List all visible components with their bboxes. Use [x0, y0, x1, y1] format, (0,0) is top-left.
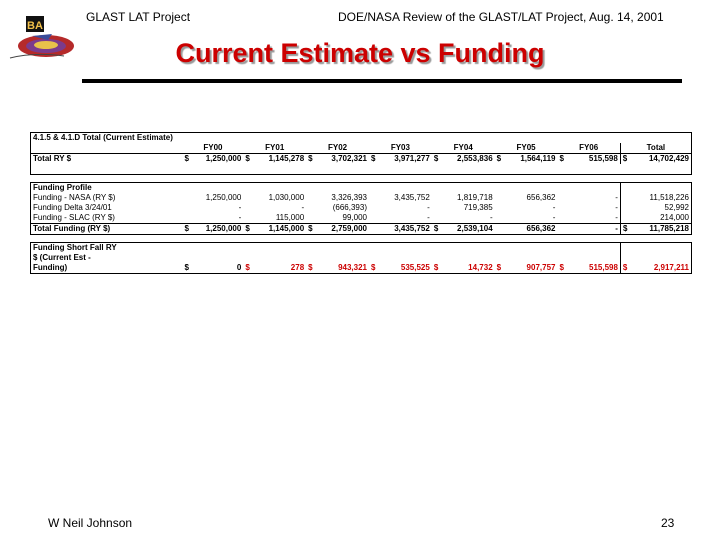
cell-value: 52,992 — [664, 203, 689, 212]
cell-value: - — [427, 203, 430, 212]
cell-value: 943,321 — [338, 263, 367, 272]
table-row — [31, 193, 692, 203]
cell-value: - — [489, 213, 493, 222]
shortfall-table — [30, 242, 692, 274]
table-row: Funding) $ 0 $ 278 $ 943,321 $ 535,525 $ 14,732 $ 907,757 $ 515,598 $ 2,917,211 — [31, 263, 692, 274]
cell-value: 1,145,000 — [255, 224, 306, 235]
cell-value: 214,000 — [660, 213, 689, 222]
cell-value: 3,435,752 — [381, 224, 432, 235]
cell-value: 1,250,000 — [205, 193, 242, 202]
col-header: FY03 — [390, 143, 410, 152]
cell-value: - — [615, 193, 618, 202]
table-title: Funding Profile — [33, 183, 92, 192]
col-header: FY01 — [265, 143, 285, 152]
cell-value: 11,785,218 — [633, 224, 692, 235]
cell-value: 3,435,752 — [394, 193, 430, 202]
cell-value: 2,539,104 — [444, 224, 495, 235]
cell-value: - — [615, 203, 618, 212]
cell-value: - — [570, 224, 621, 235]
cell-value: 3,971,277 — [381, 154, 432, 165]
cell-value: 11,518,226 — [649, 193, 689, 202]
cell-value: - — [552, 213, 556, 222]
cell-value: - — [552, 203, 556, 212]
project-header: GLAST LAT Project — [86, 10, 191, 24]
cell-value: 2,759,000 — [318, 224, 369, 235]
table-row: Total RY $ $ 1,250,000 $ 1,145,278 $ 3,702,321 $ 3,971,277 $ 2,553,836 $ 1,564,119 $ 515,598 $ 14,702,429 — [31, 154, 692, 165]
current-estimate-table — [30, 132, 692, 175]
row-label: $ (Current Est - — [33, 253, 91, 262]
footer-author: W Neil Johnson — [48, 516, 133, 530]
cell-value: 656,362 — [526, 193, 556, 202]
col-header: FY06 — [579, 143, 599, 152]
cell-value: 1,145,278 — [255, 154, 306, 165]
row-label: Total RY $ — [31, 154, 183, 165]
table-row — [31, 213, 692, 224]
cell-value: 115,000 — [275, 213, 305, 222]
cell-value: - — [427, 213, 430, 222]
cell-value: 656,362 — [507, 224, 558, 235]
col-header: FY04 — [453, 143, 473, 152]
cell-value: 2,553,836 — [444, 154, 495, 165]
cell-value: 278 — [290, 263, 305, 272]
cell-value: 3,326,393 — [331, 193, 367, 202]
cell-value: 14,732 — [468, 263, 493, 272]
row-label: Funding - NASA (RY $) — [33, 193, 116, 202]
row-label: Funding Short Fall RY — [33, 243, 117, 252]
cell-value: 3,702,321 — [318, 154, 369, 165]
col-header: Total — [620, 143, 691, 154]
cell-value: 1,030,000 — [268, 193, 305, 202]
title-divider — [82, 79, 682, 83]
cell-value: - — [615, 213, 618, 222]
funding-tables — [30, 132, 692, 281]
logo-text: BA — [27, 20, 43, 32]
table-row: Total Funding (RY $) $ 1,250,000 $ 1,145,000 $ 2,759,000 3,435,752 $ 2,539,104 656,362 - $ 11,785,218 — [31, 224, 692, 235]
cell-value: 1,819,718 — [457, 193, 493, 202]
cell-value: 1,564,119 — [507, 154, 558, 165]
page-number: 23 — [661, 516, 675, 530]
cell-value: - — [301, 203, 305, 212]
col-header: FY05 — [516, 143, 536, 152]
cell-value: 1,250,000 — [195, 224, 244, 235]
cell-value: (666,393) — [332, 203, 367, 212]
cell-value: 2,917,211 — [653, 263, 689, 272]
funding-profile-table — [30, 182, 692, 235]
cell-value: - — [238, 203, 242, 212]
row-label: Funding - SLAC (RY $) — [33, 213, 115, 222]
row-label: Funding Delta 3/24/01 — [33, 203, 112, 212]
cell-value: 535,525 — [400, 263, 430, 272]
cell-value: - — [238, 213, 242, 222]
cell-value: 1,250,000 — [195, 154, 244, 165]
cell-value: 515,598 — [570, 154, 621, 165]
table-title: 4.1.5 & 4.1.D Total (Current Estimate) — [33, 133, 173, 142]
slide-title: Current Estimate vs Funding — [175, 38, 545, 68]
col-header: FY02 — [328, 143, 348, 152]
review-header: DOE/NASA Review of the GLAST/LAT Project, Aug. 14, 2001 — [338, 10, 664, 24]
cell-value: 719,385 — [463, 203, 493, 212]
cell-value: 99,000 — [342, 213, 367, 222]
row-label: Total Funding (RY $) — [31, 224, 183, 235]
cell-value: 515,598 — [589, 263, 618, 272]
cell-value: 14,702,429 — [632, 154, 691, 165]
table-row — [31, 203, 692, 213]
cell-value: 0 — [236, 263, 242, 272]
col-header: FY00 — [203, 143, 223, 152]
row-label: Funding) — [33, 263, 68, 272]
cell-value: 907,757 — [526, 263, 556, 272]
